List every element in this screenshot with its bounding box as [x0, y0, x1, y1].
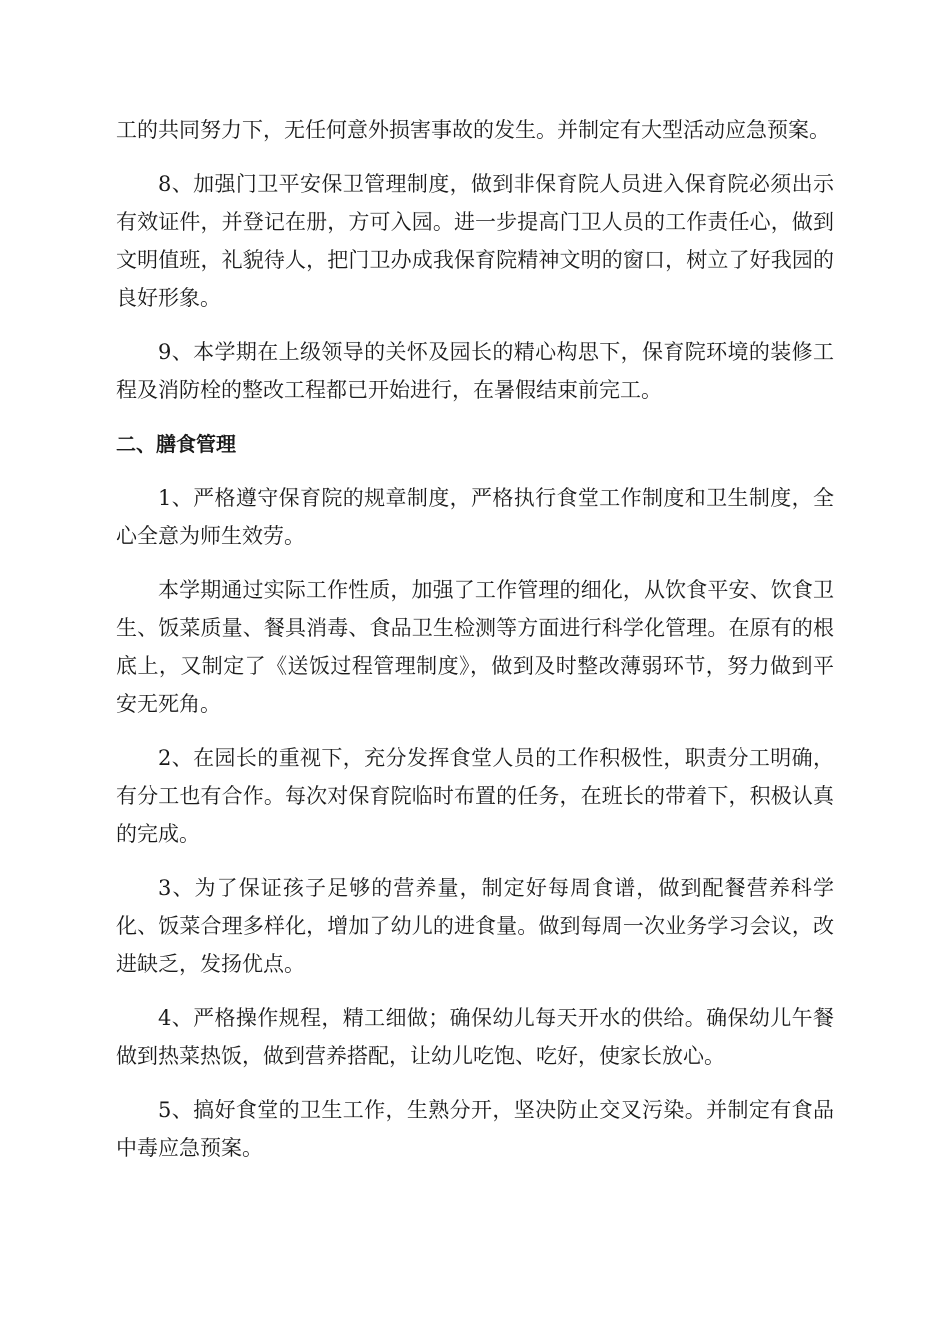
paragraph-diet-item-4: 4、严格操作规程，精工细做；确保幼儿每天开水的供给。确保幼儿午餐做到热菜热饭，做到营养搭配，让幼儿吃饱、吃好，使家长放心。	[116, 1006, 834, 1068]
section-heading-diet-management: 二、膳食管理	[116, 432, 236, 456]
paragraph-continued: 工的共同努力下，无任何意外损害事故的发生。并制定有大型活动应急预案。	[116, 118, 830, 142]
paragraph-item-8: 8、加强门卫平安保卫管理制度，做到非保育院人员进入保育院必须出示有效证件，并登记在册，方可入园。进一步提高门卫人员的工作责任心，做到文明值班，礼貌待人，把门卫办成我保育院精神文明的窗口，树立了好我园的良好形象。	[116, 172, 834, 310]
document-body	[116, 111, 834, 1183]
paragraph-diet-item-1: 1、严格遵守保育院的规章制度，严格执行食堂工作制度和卫生制度，全心全意为师生效劳。	[116, 486, 834, 548]
paragraph-item-9: 9、本学期在上级领导的关怀及园长的精心构思下，保育院环境的装修工程及消防栓的整改工程都已开始进行，在暑假结束前完工。	[116, 340, 834, 402]
paragraph-diet-item-2: 2、在园长的重视下，充分发挥食堂人员的工作积极性，职责分工明确，有分工也有合作。每次对保育院临时布置的任务，在班长的带着下，积极认真的完成。	[116, 746, 834, 846]
paragraph-diet-detail: 本学期通过实际工作性质，加强了工作管理的细化，从饮食平安、饮食卫生、饭菜质量、餐具消毒、食品卫生检测等方面进行科学化管理。在原有的根底上，又制定了《送饭过程管理制度》，做到及时整改薄弱环节，努力做到平安无死角。	[116, 578, 834, 716]
paragraph-diet-item-5: 5、搞好食堂的卫生工作，生熟分开，坚决防止交叉污染。并制定有食品中毒应急预案。	[116, 1098, 834, 1160]
paragraph-diet-item-3: 3、为了保证孩子足够的营养量，制定好每周食谱，做到配餐营养科学化、饭菜合理多样化，增加了幼儿的进食量。做到每周一次业务学习会议，改进缺乏，发扬优点。	[116, 876, 834, 976]
